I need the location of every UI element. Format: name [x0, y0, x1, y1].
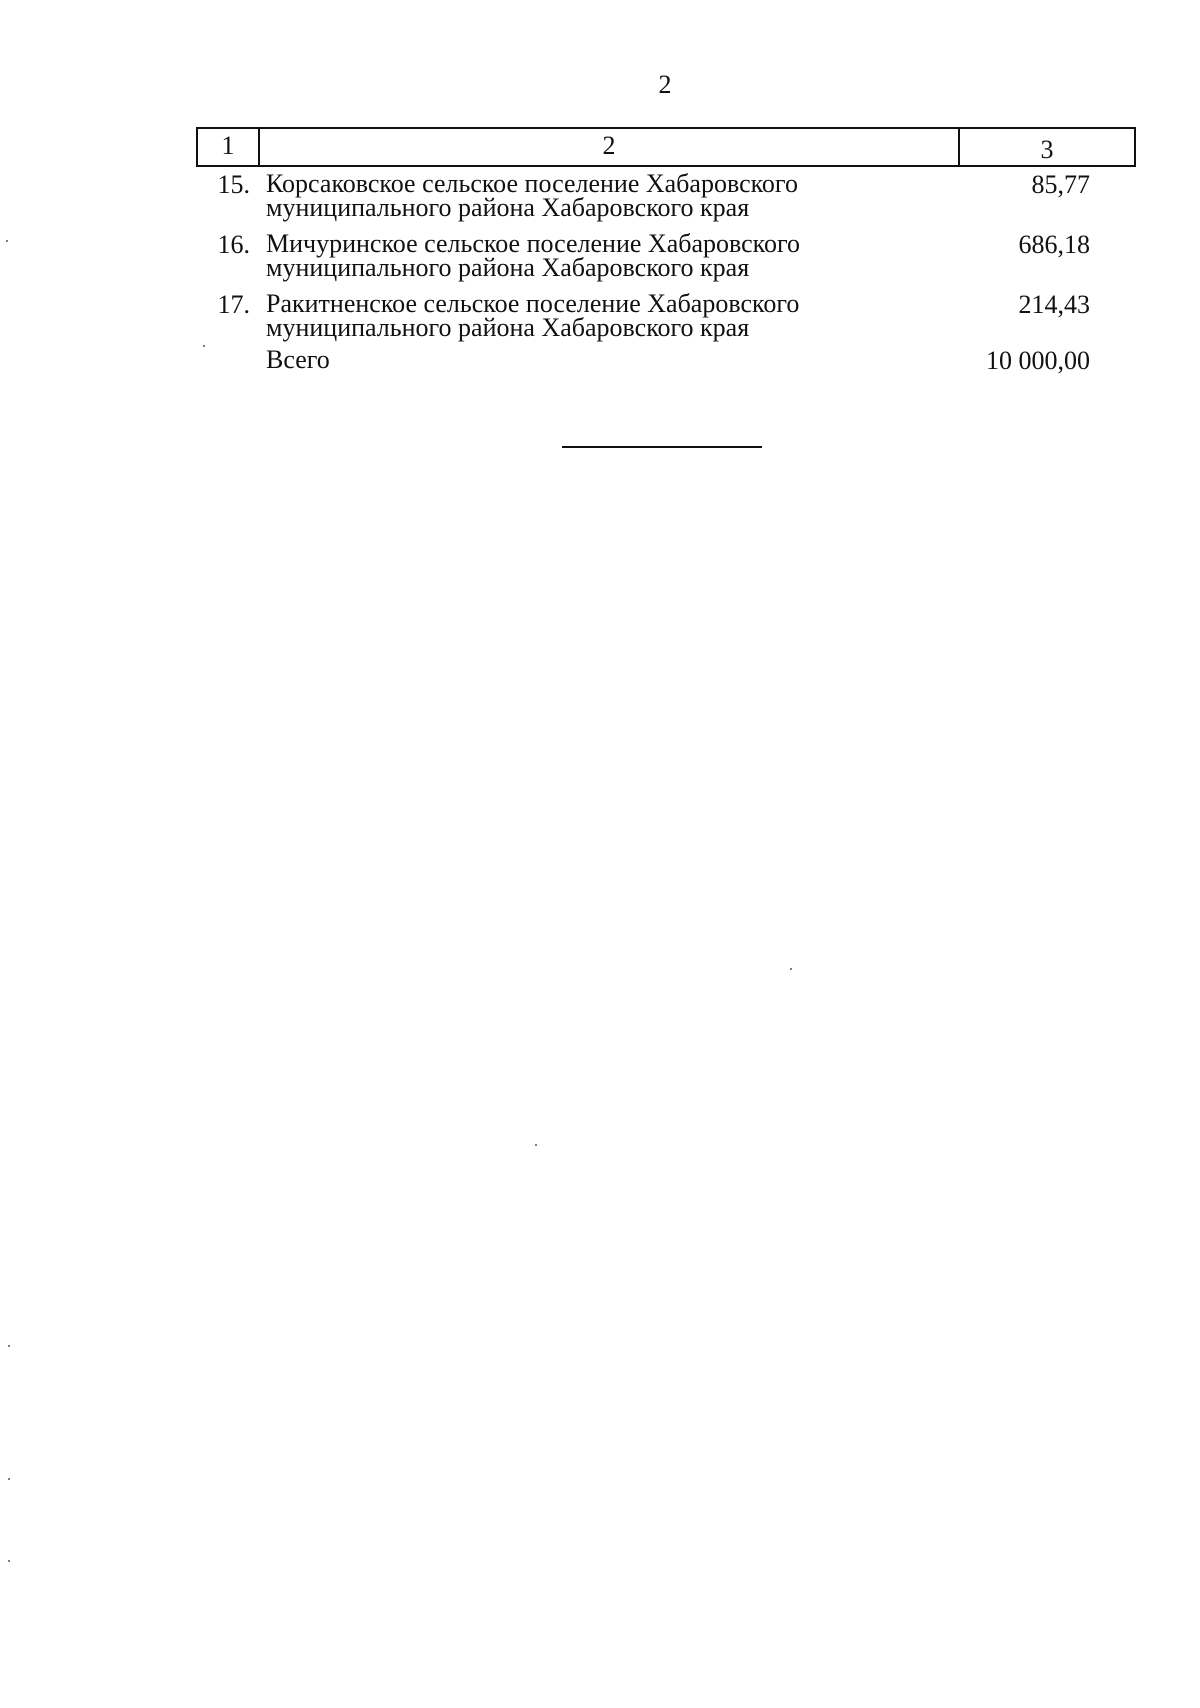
row-value: 214,43 — [1018, 290, 1090, 319]
total-label: Всего — [266, 345, 330, 374]
scan-speck — [6, 240, 8, 242]
header-cell-2: 2 — [260, 129, 960, 165]
row-name-line: Корсаковское сельское поселение Хабаровского — [266, 169, 798, 198]
row-name-line: муниципального района Хабаровского края — [266, 193, 750, 222]
row-name — [258, 289, 958, 342]
table-row — [196, 169, 1136, 222]
scan-speck — [8, 1345, 10, 1347]
row-name — [258, 229, 958, 282]
scan-speck — [790, 968, 792, 970]
header-cell-3: 3 — [1040, 135, 1054, 164]
row-number: 16. — [217, 230, 250, 259]
row-name-line: муниципального района Хабаровского края — [266, 253, 750, 282]
row-value: 85,77 — [1031, 170, 1090, 199]
page-number: 2 — [658, 70, 672, 99]
header-cell-1: 1 — [198, 129, 260, 165]
table-row — [196, 289, 1136, 342]
row-name-line: Ракитненское сельское поселение Хабаровского — [266, 289, 800, 318]
row-number: 17. — [217, 290, 250, 319]
total-value: 10 000,00 — [986, 346, 1090, 375]
row-number: 15. — [217, 170, 250, 199]
table-body — [196, 169, 1136, 375]
total-row — [196, 345, 1136, 375]
scan-speck — [535, 1144, 537, 1146]
table-row — [196, 229, 1136, 282]
table-header — [196, 127, 1136, 167]
row-name-line: Мичуринское сельское поселение Хабаровского — [266, 229, 801, 258]
scan-speck — [8, 1478, 10, 1480]
scan-speck — [8, 1560, 10, 1562]
end-rule — [562, 446, 762, 448]
row-name — [258, 169, 958, 222]
row-name-line: муниципального района Хабаровского края — [266, 313, 750, 342]
scan-speck — [203, 345, 205, 347]
row-value: 686,18 — [1018, 230, 1090, 259]
